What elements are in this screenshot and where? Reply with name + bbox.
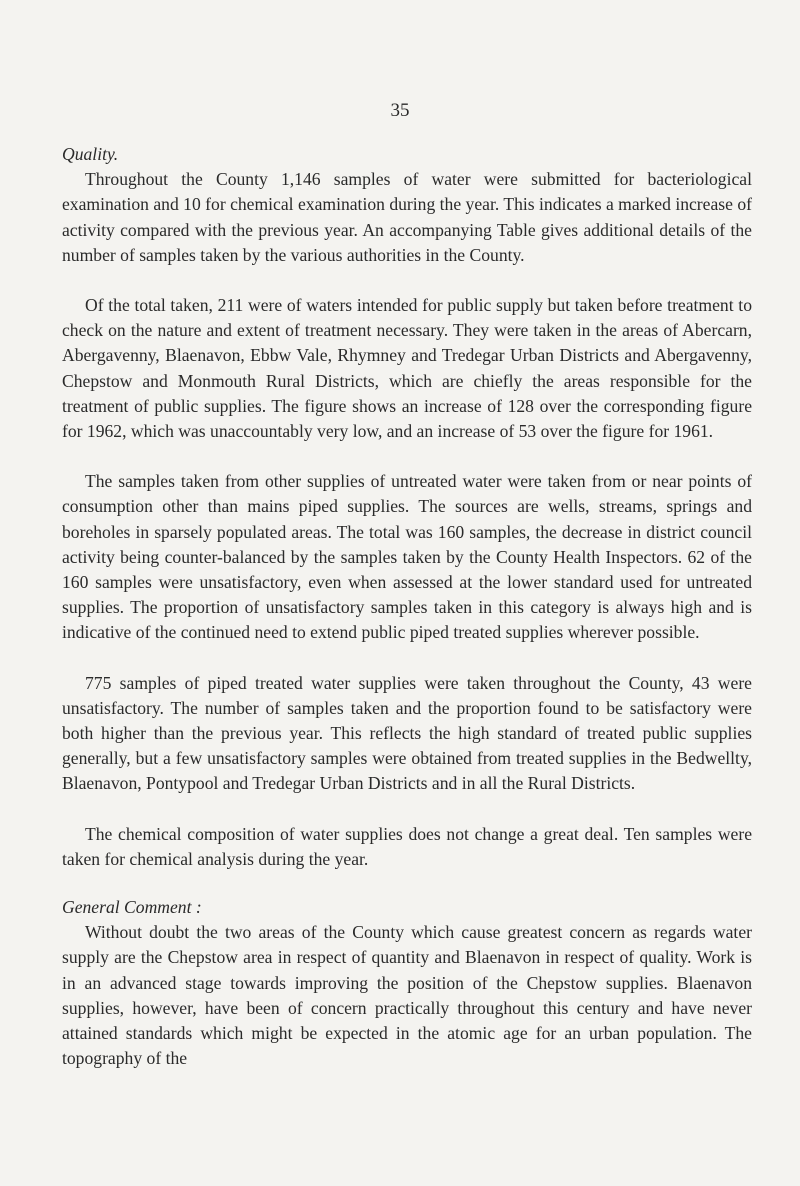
- paragraph: 775 samples of piped treated water supplies were taken throughout the County, 43 were unsatisfactory. The number of samples taken and the proportion found to be satisfactory were both higher than the previous year. This reflects the high standard of treated public supplies generally, but a few unsatisfactory samples were obtained from treated supplies in the Bedwellty, Blaenavon, Pontypool and Tredegar Urban Districts and in all the Rural Districts.: [62, 672, 752, 794]
- page-body: [62, 142, 752, 1072]
- paragraph: Of the total taken, 211 were of waters intended for public supply but taken before treatment to check on the nature and extent of treatment necessary. They were taken in the areas of Abercarn, Abergavenny, Blaenavon, Ebbw Vale, Rhymney and Tredegar Urban Districts and Abergavenny, Chepstow and Monmouth Rural Districts, which are chiefly the areas responsible for the treatment of public supplies. The figure shows an increase of 128 over the corresponding figure for 1962, which was unaccountably very low, and an increase of 53 over the figure for 1961.: [62, 295, 752, 442]
- paragraph: Without doubt the two areas of the County which cause greatest concern as regards water supply are the Chepstow area in respect of quantity and Blaenavon in respect of quality. Work is in an advanced stage towards improving the position of the Chepstow supplies. Blaenavon supplies, however, have been of concern practically throughout this century and have never attained standards which might be expected in the atomic age for an urban population. The topography of the: [62, 922, 752, 1069]
- page-number: 35: [390, 100, 410, 121]
- paragraph: The chemical composition of water supplies does not change a great deal. Ten samples were taken for chemical analysis during the year.: [62, 823, 752, 869]
- paragraph: Throughout the County 1,146 samples of water were submitted for bacteriological examination and 10 for chemical examination during the year. This indicates a marked increase of activity compared with the previous year. An accompanying Table gives additional details of the number of samples taken by the various authorities in the County.: [62, 169, 752, 265]
- section-heading-general-comment: General Comment :: [62, 897, 202, 918]
- section-heading-quality: Quality.: [62, 144, 119, 164]
- paragraph: The samples taken from other supplies of untreated water were taken from or near points of consumption other than mains piped supplies. The sources are wells, streams, springs and boreholes in sparsely populated areas. The total was 160 samples, the decrease in district council activity being counter-balanced by the samples taken by the County Health Inspectors. 62 of the 160 samples were unsatisfactory, even when assessed at the lower standard used for untreated supplies. The proportion of unsatisfactory samples taken in this category is always high and is indicative of the continued need to extend public piped treated supplies wherever possible.: [62, 471, 752, 643]
